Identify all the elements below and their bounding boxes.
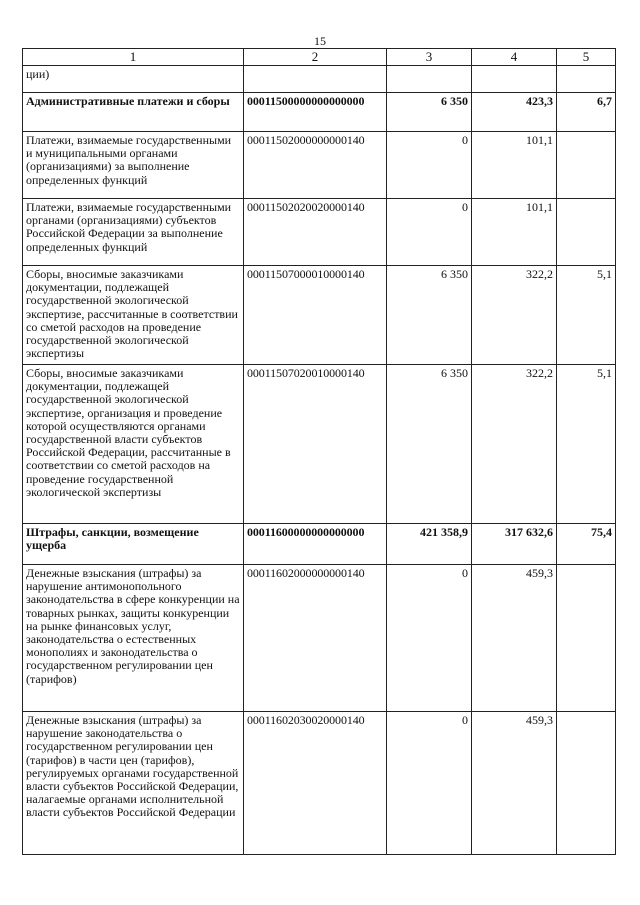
page-number: 15 xyxy=(314,34,326,48)
row-code-cell: 00011600000000000000 xyxy=(244,524,387,565)
row-code-cell xyxy=(244,66,387,93)
row-plan-value-cell: 421 358,9 xyxy=(387,524,472,565)
row-plan-value-cell: 6 350 xyxy=(387,365,472,524)
row-name-cell: Денежные взыскания (штрафы) за нарушение законодательства о государственном регулировании цен (тарифов) в части цен (тарифов), регулируемых органами государственной власти субъектов Российской Федерации, налагаемые органами исполнительной власти субъектов Российской Федерации xyxy=(23,712,244,855)
row-plan-value-cell xyxy=(387,66,472,93)
table-row xyxy=(23,66,616,93)
row-plan-value-cell: 0 xyxy=(387,712,472,855)
row-code-cell: 00011502020020000140 xyxy=(244,199,387,266)
row-code-cell: 00011507020010000140 xyxy=(244,365,387,524)
row-actual-value-cell: 459,3 xyxy=(472,712,557,855)
row-actual-value-cell: 101,1 xyxy=(472,132,557,199)
row-percent-cell xyxy=(557,199,616,266)
row-name-cell: Платежи, взимаемые государственными и муниципальными органами (организациями) за выполнение определенных функций xyxy=(23,132,244,199)
row-name-cell: Сборы, вносимые заказчиками документации, подлежащей государственной экологической экспертизе, организация и проведение которой осуществляются органами государственной власти субъектов Российской Федерации, рассчитанные в соответствии со сметой расходов на проведение государственной экологической экспертизы xyxy=(23,365,244,524)
row-name-cell: Административные платежи и сборы xyxy=(23,93,244,132)
row-name-cell: Платежи, взимаемые государственными органами (организациями) субъектов Российской Федерации за выполнение определенных функций xyxy=(23,199,244,266)
row-percent-cell: 5,1 xyxy=(557,266,616,365)
table-row xyxy=(23,199,616,266)
row-name-cell: ции) xyxy=(23,66,244,93)
row-name-cell: Штрафы, санкции, возмещение ущерба xyxy=(23,524,244,565)
row-plan-value-cell: 6 350 xyxy=(387,93,472,132)
table-row xyxy=(23,132,616,199)
row-actual-value-cell xyxy=(472,66,557,93)
column-header: 1 xyxy=(23,49,244,66)
row-percent-cell xyxy=(557,565,616,712)
column-header: 2 xyxy=(244,49,387,66)
row-code-cell: 00011602030020000140 xyxy=(244,712,387,855)
row-percent-cell: 6,7 xyxy=(557,93,616,132)
row-code-cell: 00011500000000000000 xyxy=(244,93,387,132)
row-code-cell: 00011602000000000140 xyxy=(244,565,387,712)
row-code-cell: 00011502000000000140 xyxy=(244,132,387,199)
row-plan-value-cell: 0 xyxy=(387,199,472,266)
row-percent-cell xyxy=(557,132,616,199)
column-header: 4 xyxy=(472,49,557,66)
row-plan-value-cell: 0 xyxy=(387,132,472,199)
column-header: 3 xyxy=(387,49,472,66)
row-plan-value-cell: 6 350 xyxy=(387,266,472,365)
table-row xyxy=(23,524,616,565)
budget-table xyxy=(22,48,616,855)
table-row xyxy=(23,565,616,712)
table-row xyxy=(23,712,616,855)
row-actual-value-cell: 459,3 xyxy=(472,565,557,712)
row-percent-cell xyxy=(557,712,616,855)
row-name-cell: Сборы, вносимые заказчиками документации, подлежащей государственной экологической экспертизе, рассчитанные в соответствии со сметой расходов на проведение государственной экологической экспертизы xyxy=(23,266,244,365)
header-row xyxy=(23,49,616,66)
row-percent-cell: 5,1 xyxy=(557,365,616,524)
row-actual-value-cell: 423,3 xyxy=(472,93,557,132)
table-row xyxy=(23,266,616,365)
column-header: 5 xyxy=(557,49,616,66)
row-percent-cell: 75,4 xyxy=(557,524,616,565)
row-actual-value-cell: 322,2 xyxy=(472,365,557,524)
row-code-cell: 00011507000010000140 xyxy=(244,266,387,365)
row-name-cell: Денежные взыскания (штрафы) за нарушение антимонопольного законодательства в сфере конкуренции на товарных рынках, защиты конкуренции на рынке финансовых услуг, законодательства о естественных монополиях и законодательства о государственном регулировании цен (тарифов) xyxy=(23,565,244,712)
row-actual-value-cell: 322,2 xyxy=(472,266,557,365)
row-plan-value-cell: 0 xyxy=(387,565,472,712)
row-actual-value-cell: 317 632,6 xyxy=(472,524,557,565)
row-actual-value-cell: 101,1 xyxy=(472,199,557,266)
row-percent-cell xyxy=(557,66,616,93)
table-row xyxy=(23,93,616,132)
table-row xyxy=(23,365,616,524)
